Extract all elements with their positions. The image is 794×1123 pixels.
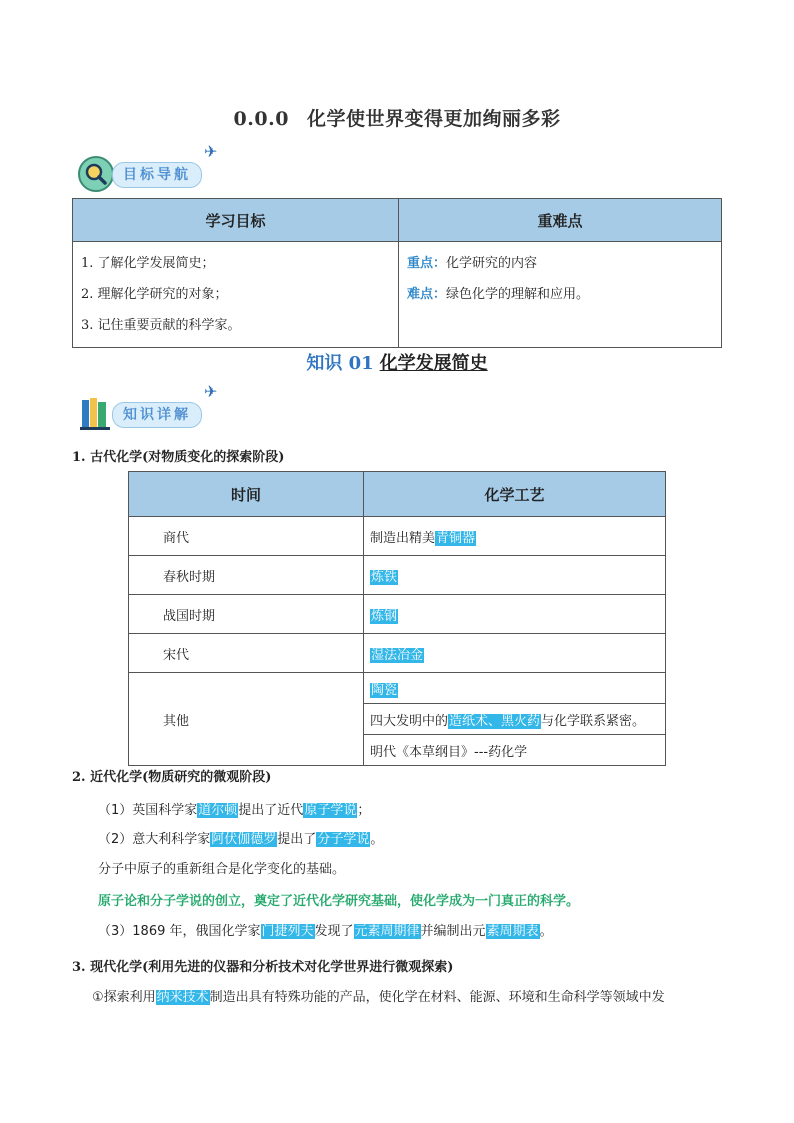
craft-cell — [364, 704, 666, 735]
craft-highlight: 湿法冶金 — [371, 647, 424, 663]
era-cell: 其他 — [129, 673, 364, 766]
paragraph — [98, 828, 383, 847]
paper-plane-icon: ✈ — [204, 382, 218, 401]
craft-text: 与化学联系紧密。 — [541, 713, 646, 729]
page-title — [0, 104, 794, 131]
table-row — [129, 673, 666, 704]
paragraph — [92, 986, 732, 1005]
craft-cell — [364, 634, 666, 673]
highlight: 元素周期律 — [354, 924, 420, 939]
difficulty-text: 绿色化学的理解和应用。 — [446, 287, 590, 302]
keypoints-cell — [399, 242, 722, 348]
goal-item: 1. 了解化学发展简史； — [81, 256, 215, 271]
craft-cell — [364, 517, 666, 556]
emphasis-paragraph: 原子论和分子学说的创立，奠定了近代化学研究基础，使化学成为一门真正的科学。 — [98, 894, 580, 909]
table-row — [129, 595, 666, 634]
goal-navigation-badge — [78, 142, 238, 190]
ancient-header-craft: 化学工艺 — [364, 472, 666, 517]
knowledge-detail-badge — [80, 382, 240, 430]
objectives-table — [72, 198, 722, 348]
text: 并编制出元 — [420, 924, 486, 939]
era-cell: 战国时期 — [129, 595, 364, 634]
table-row — [129, 517, 666, 556]
craft-highlight: 炼钢 — [371, 608, 398, 624]
text: 提出了近代 — [238, 803, 304, 818]
craft-highlight: 造纸术、黑火药 — [449, 713, 541, 729]
text: 发现了 — [314, 924, 354, 939]
title-number: 0.0.0 — [233, 108, 289, 130]
highlight: 纳米技术 — [156, 990, 209, 1005]
craft-highlight: 陶瓷 — [371, 682, 398, 698]
highlight: 道尔顿 — [198, 803, 238, 818]
goals-cell — [73, 242, 399, 348]
section-modern-heading: 2. 近代化学(物质研究的微观阶段) — [72, 770, 272, 785]
difficulty-label: 难点： — [407, 287, 447, 302]
goal-item: 3. 记住重要贡献的科学家。 — [81, 318, 241, 333]
highlight: 阿伏伽德罗 — [211, 832, 277, 847]
text: 提出了 — [277, 832, 317, 847]
craft-cell — [364, 673, 666, 704]
text: ①探索利用 — [92, 990, 156, 1005]
key-text: 化学研究的内容 — [446, 256, 538, 271]
era-cell: 宋代 — [129, 634, 364, 673]
paragraph — [98, 799, 370, 818]
knowledge-title: 化学发展简史 — [379, 353, 488, 374]
era-cell: 商代 — [129, 517, 364, 556]
highlight: 分子学说 — [317, 832, 370, 847]
goal-navigation-label: 目标导航 — [112, 162, 202, 188]
table-row — [129, 634, 666, 673]
section-contemporary-heading: 3. 现代化学(利用先进的仪器和分析技术对化学世界进行微观探索) — [72, 960, 454, 975]
text: 。 — [370, 832, 384, 847]
craft-highlight: 青铜器 — [436, 530, 476, 546]
craft-text: 制造出精美 — [370, 530, 436, 546]
text: 制造出具有特殊功能的产品，使化学在材料、能源、环境和生命科学等领域中发 — [209, 990, 665, 1005]
highlight: 门捷列夫 — [261, 924, 314, 939]
objectives-header-keypoints: 重难点 — [399, 199, 722, 242]
craft-cell — [364, 595, 666, 634]
table-row — [129, 556, 666, 595]
knowledge-prefix: 知识 01 — [306, 353, 374, 374]
era-cell: 春秋时期 — [129, 556, 364, 595]
ancient-chemistry-table — [128, 471, 666, 766]
title-text: 化学使世界变得更加绚丽多彩 — [306, 108, 561, 130]
knowledge-detail-label: 知识详解 — [112, 402, 202, 428]
craft-cell: 明代《本草纲目》---药化学 — [364, 735, 666, 766]
paper-plane-icon: ✈ — [204, 142, 218, 161]
text: （1）英国科学家 — [98, 803, 198, 818]
text: （2）意大利科学家 — [98, 832, 211, 847]
magnifier-icon — [78, 156, 114, 192]
ancient-header-time: 时间 — [129, 472, 364, 517]
highlight: 原子学说 — [304, 803, 357, 818]
books-icon — [80, 396, 110, 430]
craft-text: 四大发明中的 — [370, 713, 449, 729]
craft-highlight: 炼铁 — [371, 569, 398, 585]
text: （3）1869 年，俄国化学家 — [98, 924, 261, 939]
paragraph — [98, 920, 553, 939]
section-ancient-heading: 1. 古代化学(对物质变化的探索阶段) — [72, 450, 285, 465]
objectives-header-goals: 学习目标 — [73, 199, 399, 242]
text: 。 — [539, 924, 553, 939]
key-label: 重点： — [407, 256, 447, 271]
paragraph: 分子中原子的重新组合是化学变化的基础。 — [98, 862, 346, 877]
craft-cell — [364, 556, 666, 595]
goal-item: 2. 理解化学研究的对象； — [81, 287, 228, 302]
text: ； — [357, 803, 371, 818]
highlight: 素周期表 — [486, 924, 539, 939]
knowledge-heading — [0, 349, 794, 375]
